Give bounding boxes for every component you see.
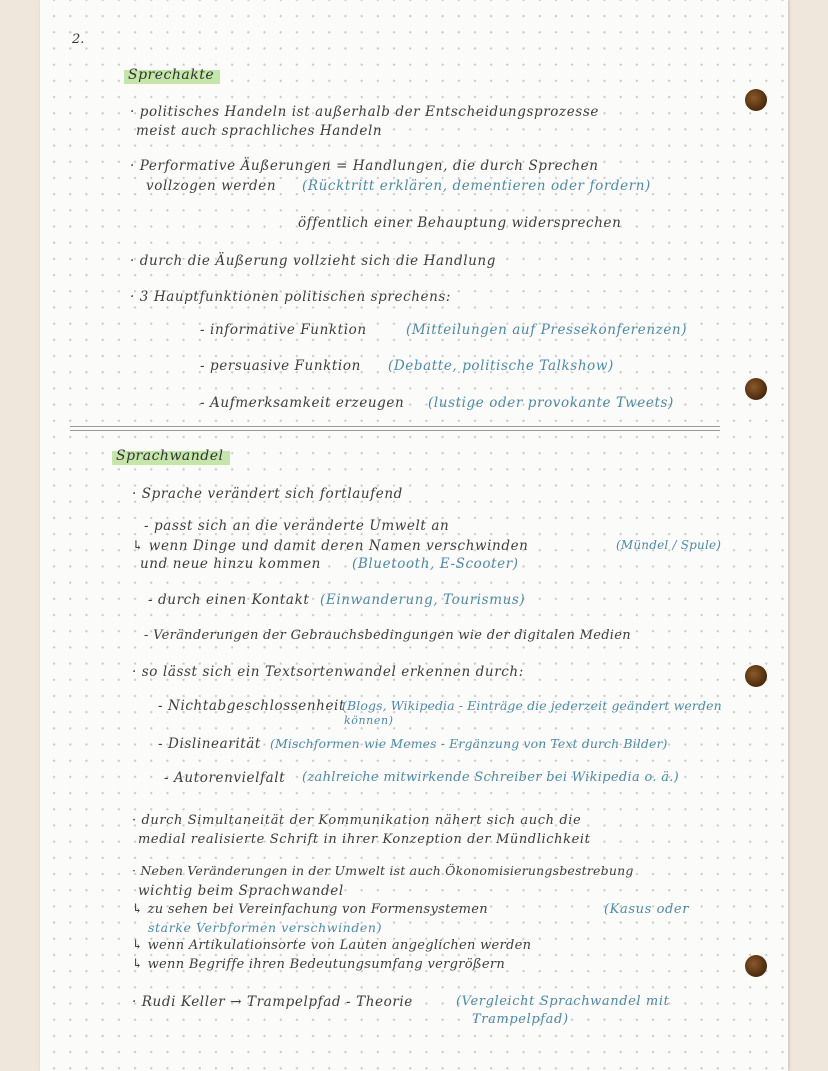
note-line: - informative Funktion	[200, 322, 367, 338]
note-example: (Blogs, Wikipedia - Einträge die jederzeit geändert werden	[342, 698, 722, 713]
note-line: - Nichtabgeschlossenheit	[158, 698, 345, 714]
note-example: (zahlreiche mitwirkende Schreiber bei Wikipedia o. ä.)	[302, 770, 680, 785]
note-example: Trampelpfad)	[472, 1012, 569, 1027]
note-line: · politisches Handeln ist außerhalb der Entscheidungsprozesse	[130, 104, 599, 120]
note-line: - durch einen Kontakt	[148, 592, 310, 608]
note-example: (Mitteilungen auf Pressekonferenzen)	[406, 322, 688, 338]
note-line: · Neben Veränderungen in der Umwelt ist auch Ökonomisierungsbestrebung	[132, 863, 634, 878]
section-title: Sprachwandel	[116, 448, 224, 464]
note-line: ↳ zu sehen bei Vereinfachung von Formensystemen	[132, 902, 488, 917]
note-line: · so lässt sich ein Textsortenwandel erkennen durch:	[132, 664, 524, 680]
note-line: medial realisierte Schrift in ihrer Konzeption der Mündlichkeit	[138, 832, 591, 847]
note-line: - persuasive Funktion	[200, 358, 361, 374]
note-line: - passt sich an die veränderte Umwelt an	[144, 518, 450, 534]
note-example: (Vergleicht Sprachwandel mit	[456, 994, 670, 1009]
note-line: - Dislinearität	[158, 736, 261, 752]
section-divider	[70, 426, 720, 431]
page-number: 2.	[72, 32, 85, 47]
note-line: wichtig beim Sprachwandel	[138, 883, 344, 899]
note-line: vollzogen werden	[146, 178, 277, 194]
note-line: öffentlich einer Behauptung widersprechen	[298, 215, 622, 231]
note-example: (Bluetooth, E-Scooter)	[352, 556, 519, 572]
note-example: (lustige oder provokante Tweets)	[428, 395, 674, 411]
note-example: (Rücktritt erklären, dementieren oder fordern)	[302, 178, 651, 194]
note-line: · 3 Hauptfunktionen politischen sprechens:	[130, 289, 452, 305]
punch-hole	[745, 955, 767, 977]
punch-hole	[745, 89, 767, 111]
note-line: · durch die Äußerung vollzieht sich die Handlung	[130, 253, 496, 269]
note-example: (Kasus oder	[604, 902, 690, 917]
punch-hole	[745, 378, 767, 400]
note-example: können)	[344, 714, 394, 727]
note-line: - Aufmerksamkeit erzeugen	[200, 395, 405, 411]
note-line: meist auch sprachliches Handeln	[136, 123, 383, 139]
note-line: und neue hinzu kommen	[140, 556, 321, 572]
note-example: (Einwanderung, Tourismus)	[320, 592, 526, 608]
note-example: (Mischformen wie Memes - Ergänzung von Text durch Bilder)	[270, 736, 668, 751]
note-example: (Debatte, politische Talkshow)	[388, 358, 614, 374]
note-line: - Autorenvielfalt	[164, 770, 286, 786]
note-line: ↳ wenn Begriffe ihren Bedeutungsumfang vergrößern	[132, 957, 506, 972]
note-example: (Mündel / Spule)	[616, 538, 722, 552]
note-line: ↳ wenn Artikulationsorte von Lauten angeglichen werden	[132, 938, 532, 953]
notebook-page	[40, 0, 788, 1071]
section-title: Sprechakte	[128, 67, 215, 83]
note-line: · Performative Äußerungen = Handlungen, die durch Sprechen	[130, 158, 599, 174]
note-line: ↳ wenn Dinge und damit deren Namen verschwinden	[132, 538, 529, 554]
note-line: · Rudi Keller → Trampelpfad - Theorie	[132, 994, 413, 1010]
punch-hole	[745, 665, 767, 687]
note-line: - Veränderungen der Gebrauchsbedingungen wie der digitalen Medien	[144, 628, 631, 643]
note-example: starke Verbformen verschwinden)	[148, 920, 383, 935]
note-line: · Sprache verändert sich fortlaufend	[132, 486, 403, 502]
note-line: · durch Simultaneität der Kommunikation nähert sich auch die	[132, 813, 582, 828]
